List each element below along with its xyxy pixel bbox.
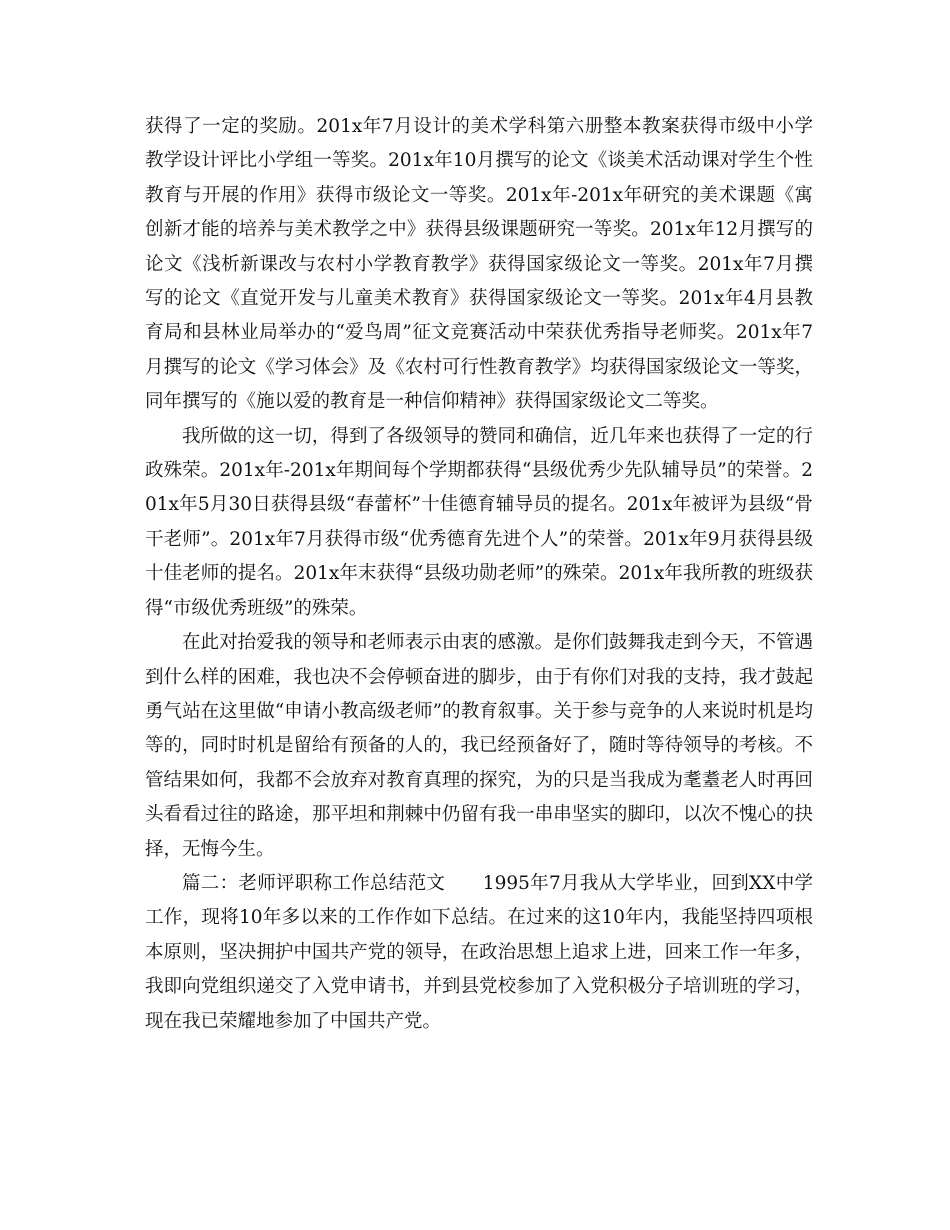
document-body [145, 110, 813, 1039]
paragraph-gratitude: 在此对抬爱我的领导和老师表示由衷的感激。是你们鼓舞我走到今天，不管遇到什么样的困难，我也决不会停顿奋进的脚步，由于有你们对我的支持，我才鼓起勇气站在这里做“申请小教高级老师”的教育叙事。关于参与竞争的人来说时机是均等的，同时时机是留给有预备的人的，我已经预备好了，随时等待领导的考核。不管结果如何，我都不会放弃对教育真理的探究，为的只是当我成为耄耋老人时再回头看看过往的路途，那平坦和荆棘中仍留有我一串串坚实的脚印，以次不愧心的抉择，无悔今生。 [145, 632, 813, 860]
paragraph-part-two: 篇二：老师评职称工作总结范文 1995年7月我从大学毕业，回到XX中学工作，现将10年多以来的工作作如下总结。在过来的这10年内，我能坚持四项根本原则，坚决拥护中国共产党的领导，在政治思想上追求上进，回来工作一年多，我即向党组织递交了入党申请书，并到县党校参加了入党积极分子培训班的学习，现在我已荣耀地参加了中国共产党。 [145, 872, 813, 1032]
paragraph-awards: 获得了一定的奖励。201x年7月设计的美术学科第六册整本教案获得市级中小学教学设计评比小学组一等奖。201x年10月撰写的论文《谈美术活动课对学生个性教育与开展的作用》获得市级论文一等奖。201x年-201x年研究的美术课题《寓创新才能的培养与美术教学之中》获得县级课题研究一等奖。201x年12月撰写的论文《浅析新课改与农村小学教育教学》获得国家级论文一等奖。201x年7月撰写的论文《直觉开发与儿童美术教育》获得国家级论文一等奖。201x年4月县教育局和县林业局举办的“爱鸟周”征文竞赛活动中荣获优秀指导老师奖。201x年7月撰写的论文《学习体会》及《农村可行性教育教学》均获得国家级论文一等奖，同年撰写的《施以爱的教育是一种信仰精神》获得国家级论文二等奖。 [145, 116, 813, 413]
paragraph-honors: 我所做的这一切，得到了各级领导的赞同和确信，近几年来也获得了一定的行政殊荣。201x年-201x年期间每个学期都获得“县级优秀少先队辅导员”的荣誉。201x年5月30日获得县级“春蕾杯”十佳德育辅导员的提名。201x年被评为县级“骨干老师”。201x年7月获得市级“优秀德育先进个人”的荣誉。201x年9月获得县级十佳老师的提名。201x年末获得“县级功勋老师”的殊荣。201x年我所教的班级获得“市级优秀班级”的殊荣。 [145, 425, 813, 619]
